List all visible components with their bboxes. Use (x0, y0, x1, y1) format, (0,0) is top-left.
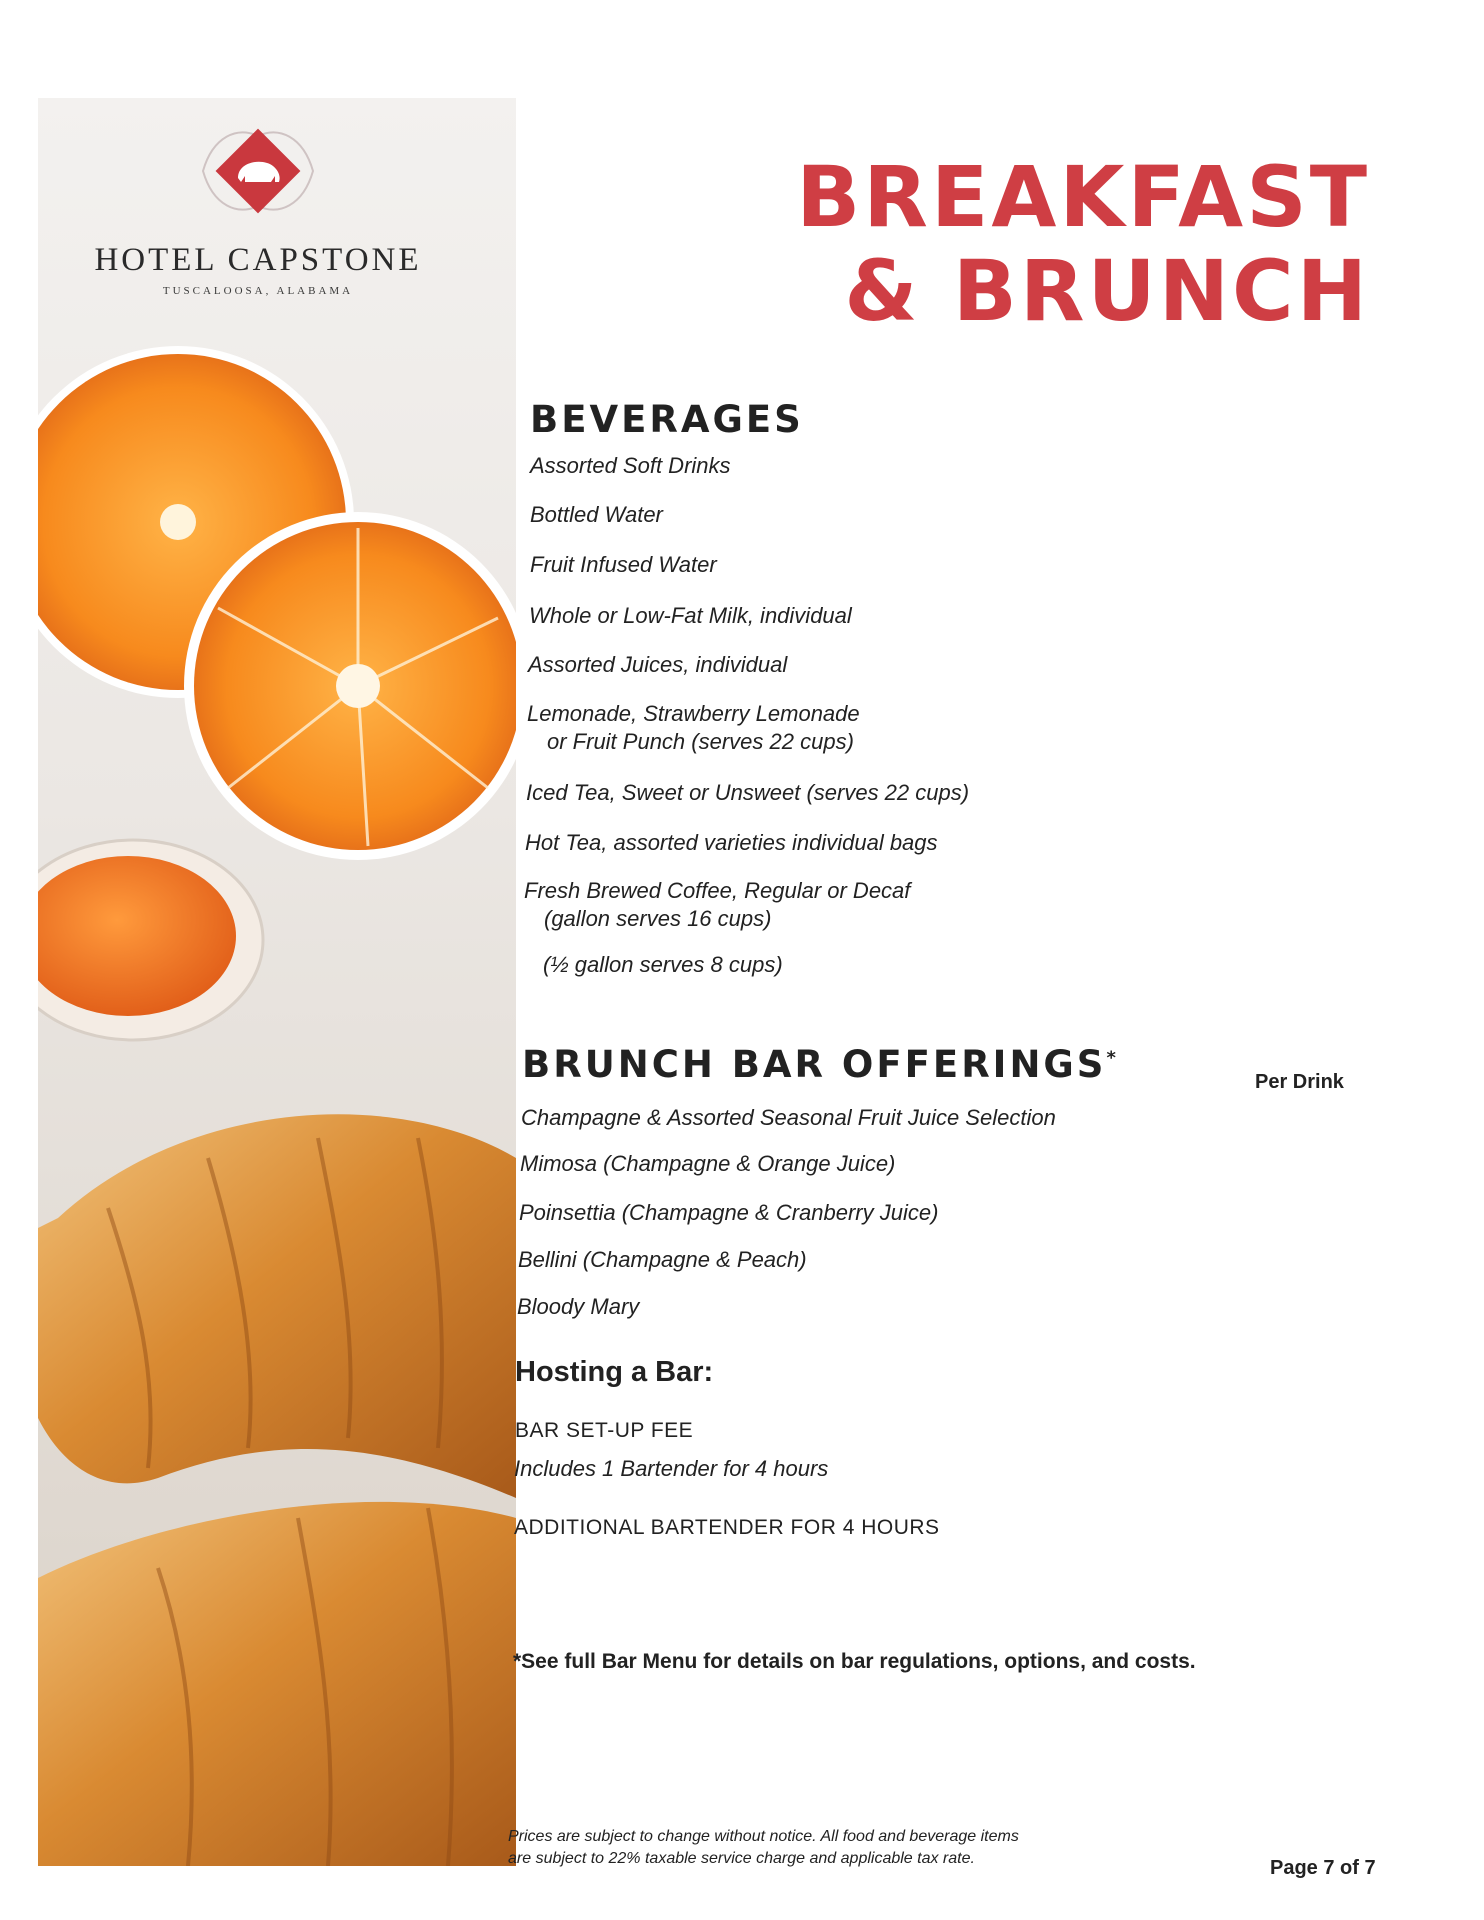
brunch-bar-heading (522, 1043, 1116, 1086)
menu-item: Bellini (Champagne & Peach) (518, 1247, 807, 1272)
breakfast-photo (38, 98, 516, 1866)
menu-item: Assorted Soft Drinks (530, 453, 731, 478)
page-title (700, 150, 1370, 338)
hosting-heading: Hosting a Bar: (515, 1356, 714, 1388)
disclaimer-line-1: Prices are subject to change without notice. All food and beverage items (508, 1828, 1019, 1845)
disclaimer-line-2: are subject to 22% taxable service charge and applicable tax rate. (508, 1850, 975, 1867)
menu-item: (½ gallon serves 8 cups) (543, 952, 783, 977)
menu-item: Bottled Water (530, 502, 663, 527)
menu-item: Poinsettia (Champagne & Cranberry Juice) (519, 1200, 939, 1225)
menu-item: Whole or Low-Fat Milk, individual (529, 603, 852, 628)
setup-fee-label: BAR SET-UP FEE (515, 1419, 694, 1442)
menu-item: Champagne & Assorted Seasonal Fruit Juice Selection (521, 1105, 1056, 1130)
menu-item-sub: (gallon serves 16 cups) (544, 906, 772, 931)
menu-item (527, 700, 860, 756)
menu-item: Mimosa (Champagne & Orange Juice) (520, 1151, 896, 1176)
brunch-bar-heading-mark: * (1106, 1047, 1116, 1069)
title-line-1: BREAKFAST (796, 148, 1370, 246)
page-number: Page 7 of 7 (1270, 1857, 1376, 1879)
menu-item: Hot Tea, assorted varieties individual bags (525, 830, 938, 855)
menu-item: Iced Tea, Sweet or Unsweet (serves 22 cups) (526, 780, 970, 805)
menu-item-label: Lemonade, Strawberry Lemonade (527, 701, 860, 726)
hotel-name: HOTEL CAPSTONE (94, 242, 422, 278)
beverages-heading: BEVERAGES (530, 398, 804, 441)
photo-panel (38, 98, 516, 1866)
setup-fee-note: Includes 1 Bartender for 4 hours (514, 1456, 829, 1481)
brunch-bar-heading-text: BRUNCH BAR OFFERINGS (522, 1043, 1107, 1086)
menu-item: Fruit Infused Water (530, 552, 717, 577)
elephant-crest-icon (193, 116, 323, 226)
bar-menu-footnote: *See full Bar Menu for details on bar regulations, options, and costs. (513, 1650, 1196, 1673)
hotel-location: TUSCALOOSA, ALABAMA (162, 285, 354, 297)
menu-item: Bloody Mary (517, 1294, 640, 1319)
menu-item: Assorted Juices, individual (528, 652, 788, 677)
hotel-logo (38, 116, 478, 297)
price-column-label: Per Drink (1255, 1071, 1344, 1093)
menu-item-sub: or Fruit Punch (serves 22 cups) (547, 729, 854, 754)
title-line-2: & BRUNCH (844, 242, 1370, 340)
menu-item-label: Fresh Brewed Coffee, Regular or Decaf (524, 878, 911, 903)
menu-item (524, 877, 910, 933)
price-disclaimer (508, 1826, 1148, 1870)
additional-bartender-label: ADDITIONAL BARTENDER FOR 4 HOURS (514, 1516, 940, 1539)
